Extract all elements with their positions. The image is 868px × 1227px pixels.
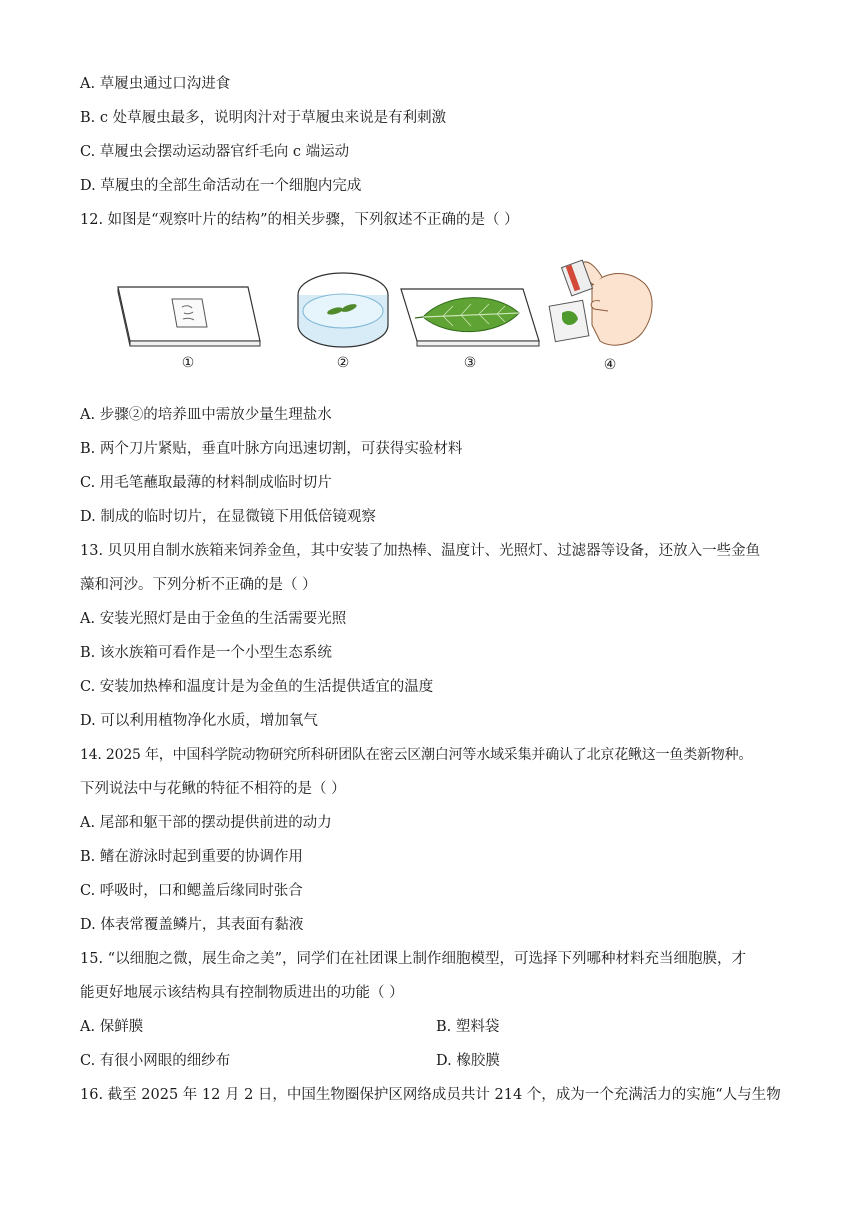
q15-option-b: B. 塑料袋 [436,1019,500,1035]
q14-stem-line-2: 下列说法中与花鳅的特征不相符的是（ ） [80,781,346,797]
figure-label-3: ③ [463,355,477,371]
q12-option-a: A. 步骤②的培养皿中需放少量生理盐水 [80,407,332,423]
q11-option-a: A. 草履虫通过口沟进食 [80,76,231,92]
hand-blade-step-4-illustration [548,255,658,355]
q11-option-d: D. 草履虫的全部生命活动在一个细胞内完成 [80,178,362,194]
q14-stem-line-1: 14. 2025 年，中国科学院动物研究所科研团队在密云区潮白河等水域采集并确认了北京花鳅这一鱼类新物种。 [80,747,753,763]
q14-option-a: A. 尾部和躯干部的摆动提供前进的动力 [80,815,332,831]
figure-label-4: ④ [603,357,617,373]
q14-option-b: B. 鳍在游泳时起到重要的协调作用 [80,849,303,865]
q13-stem-line-2: 藻和河沙。下列分析不正确的是（ ） [80,577,317,593]
q15-option-d: D. 橡胶膜 [436,1053,500,1069]
q13-option-c: C. 安装加热棒和温度计是为金鱼的生活提供适宜的温度 [80,679,434,695]
q16-stem-line-1: 16. 截至 2025 年 12 月 2 日，中国生物圈保护区网络成员共计 214 个，成为一个充满活力的实施“人与生物 [80,1087,781,1103]
leaf-step-3-illustration [395,283,545,353]
q12-figure [110,255,670,380]
q15-option-a: A. 保鲜膜 [80,1019,144,1035]
q12-option-b: B. 两个刀片紧贴，垂直叶脉方向迅速切割，可获得实验材料 [80,441,463,457]
q15-option-c: C. 有很小网眼的细纱布 [80,1053,231,1069]
figure-label-2: ② [336,355,350,371]
q12-option-c: C. 用毛笔蘸取最薄的材料制成临时切片 [80,475,332,491]
q15-stem-line-1: 15. “以细胞之微，展生命之美”，同学们在社团课上制作细胞模型，可选择下列哪种材料充当细胞膜，才 [80,951,746,967]
q14-option-d: D. 体表常覆盖鳞片，其表面有黏液 [80,917,304,933]
q12-stem: 12. 如图是“观察叶片的结构”的相关步骤，下列叙述不正确的是（ ） [80,212,519,228]
q14-option-c: C. 呼吸时，口和鳃盖后缘同时张合 [80,883,303,899]
q12-option-d: D. 制成的临时切片，在显微镜下用低倍镜观察 [80,509,376,525]
q15-stem-line-2: 能更好地展示该结构具有控制物质进出的功能（ ） [80,985,404,1001]
q13-option-d: D. 可以利用植物净化水质，增加氧气 [80,713,318,729]
q13-stem-line-1: 13. 贝贝用自制水族箱来饲养金鱼，其中安装了加热棒、温度计、光照灯、过滤器等设备，还放入一些金鱼 [80,543,761,559]
q13-option-b: B. 该水族箱可看作是一个小型生态系统 [80,645,332,661]
petri-dish-step-2-illustration [293,267,393,355]
q11-option-c: C. 草履虫会摆动运动器官纤毛向 c 端运动 [80,144,350,160]
figure-label-1: ① [181,355,195,371]
q13-option-a: A. 安装光照灯是由于金鱼的生活需要光照 [80,611,347,627]
q11-option-b: B. c 处草履虫最多，说明肉汁对于草履虫来说是有利刺激 [80,110,447,126]
slide-step-1-illustration [110,283,265,353]
